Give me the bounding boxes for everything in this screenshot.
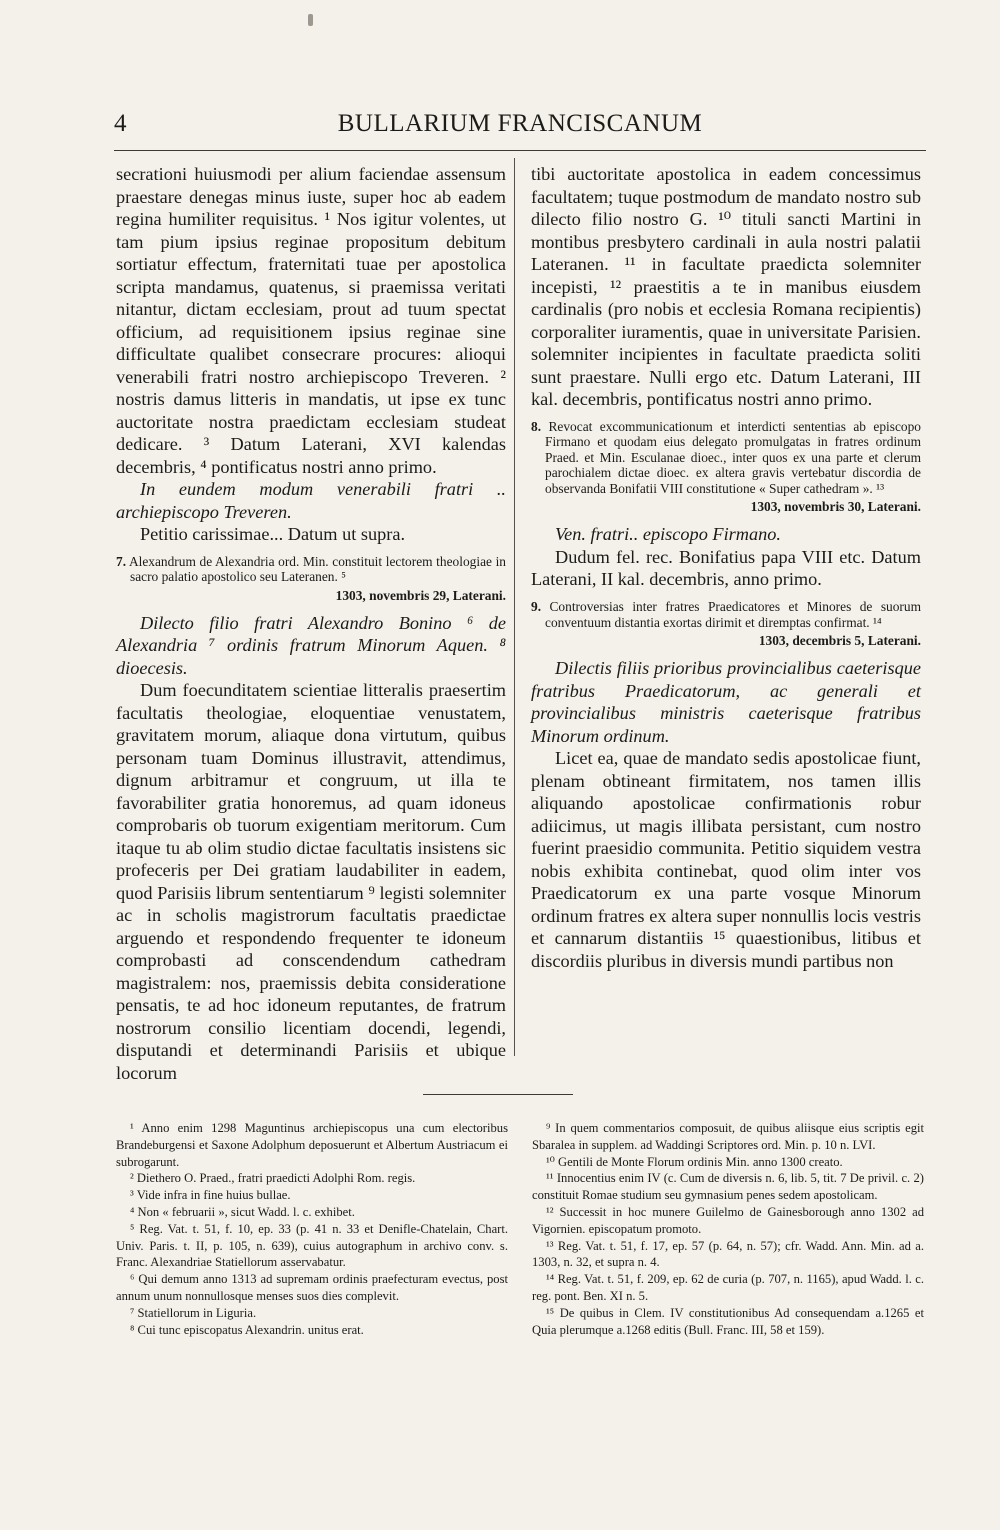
- footnote: ⁷ Statiellorum in Liguria.: [130, 1305, 257, 1320]
- footnote: ¹⁰ Gentili de Monte Florum ordinis Min. anno 1300 creato.: [546, 1154, 843, 1169]
- entry-9-number: 9.: [531, 598, 542, 614]
- entry-7-text: Dum foecunditatem scientiae litteralis praesertim facultatis theologiae, eloquentiae venustatem, gravitatem morum, aliaque dona virtutum, quibus personam tuam Dominus illustravit, attendimus, dignum arbitramur et congruum, ut illa te favorabiliter gratia honoremus, ad quam idoneus comprobaris ob tuorum exigentiam meritorum. Cum itaque tu ab olim studio dictae facultatis insistens sic profeceris per Dei gratiam laudabiliter in eadem, quod Parisiis librum sententiarum ⁹ legisti solemniter ac in scholis magistrorum facultatis praedictae arguendo et respondendo frequenter te idoneum comprobasti ad conscendendum cathedram magistralem: nos, praemissis debita consideratione pensatis, te ad hoc idoneum reputantes, de fratrum nostrorum consilio licentiam docendi, legendi, disputandi et determinandi Parisiis et ubique locorum: [116, 680, 506, 1083]
- footnote: ³ Vide infra in fine huius bullae.: [130, 1188, 291, 1203]
- entry-8-address: Ven. fratri.. episcopo Firmano.: [555, 524, 781, 545]
- footnote: ¹ Anno enim 1298 Maguntinus archiepiscopus una cum electoribus Brandeburgensi et Saxone Adolphum deposuerunt et Albertum Austriacum ei subrogarunt.: [116, 1121, 508, 1169]
- entry-9-text: Licet ea, quae de mandato sedis apostolicae fiunt, plenam obtineant firmitatem, nos tamen illis aliquando apostolicae confirmationis robur adiicimus, ut magis illibata persistant, cum nostro fuerint praesidio communita. Petitio siquidem vestra nobis exhibita continebat, quod olim inter vos Praedicatorum ex una parte vosque Minorum ordinum fratres ex altera super nonnullis locis vestris et cannarum distantiis ¹⁵ quaestionibus, litibus et discordiis pluribus in diversis mundi partibus non: [531, 748, 921, 971]
- in-eundem-address: In eundem modum venerabili fratri .. archiepiscopo Treveren.: [116, 479, 506, 522]
- entry-7-summary: [116, 554, 506, 585]
- continuation-paragraph: tibi auctoritate apostolica in eadem concessimus facultatem; tuque postmodum de mandato nostro sub dilecto filio nostro G. ¹⁰ tituli sancti Martini in montibus presbytero cardinali in aula nostri palatii Lateranen. ¹¹ in facultate praedicta solemniter incepisti, ¹² praestitis a te in manibus eiusdem cardinalis (pro nobis et ecclesia Romana recipientis) corporaliter iuramentis, quae in universitate Parisien. solemniter incipientes in facultate praedicta soliti sunt praestare. Nulli ergo etc. Datum Laterani, III kal. decembris, pontificatus nostri anno primo.: [531, 164, 921, 409]
- entry-8-date: 1303, novembris 30, Laterani.: [750, 499, 921, 515]
- footnote: ¹¹ Innocentius enim IV (c. Cum de diversis n. 6, lib. 5, tit. 7 De privil. c. 2) constituit Romae studium seu gymnasium penes sedem apostolicam.: [532, 1171, 924, 1203]
- opening-paragraph: secrationi huiusmodi per alium faciendae assensum praestare denegas minus iuste, super hoc ab eadem regina humiliter requisitus. ¹ Nos igitur volentes, ut tam pium ipsius reginae propositum debitum sortiatur effectum, fraternitati tuae per apostolica scripta mandamus, quatenus, si praemissa veritati nitantur, dictam ecclesiam, prout ad tuum spectat officium, ad requisitionem ipsius reginae sine difficultate qualibet consecrare procures: alioqui venerabili fratri nostro archiepiscopo Treveren. ² nostris damus litteris in mandatis, ut ipse ex tunc auctoritate nostra praedictam ecclesiam studeat dedicare. ³ Datum Laterani, XVI kalendas decembris, ⁴ pontificatus nostri anno primo.: [116, 164, 506, 477]
- petitio-line: Petitio carissimae... Datum ut supra.: [140, 524, 406, 544]
- entry-8-summary-text: Revocat excommunicationum et interdicti sententias ab episcopo Firmano et quodam eius delegato promulgatas in fratres ordinum Praed. et Min. Esculanae dioec., inter quos ex una parte et clerum parochialem dictae dioec. ex altera gravis vertebatur discordia de observanda Bonifatii VIII constitutione « Super cathedram ». ¹³: [545, 418, 921, 496]
- right-column: [531, 163, 921, 972]
- header-rule: [114, 150, 926, 151]
- column-divider: [514, 158, 515, 1056]
- footnotes-left: [116, 1120, 508, 1338]
- page-number: 4: [114, 110, 127, 137]
- entry-9-summary-text: Controversias inter fratres Praedicatores et Minores de suorum conventuum distantia exortas dirimit et diremptas confirmat. ¹⁴: [545, 598, 921, 630]
- running-title: BULLARIUM FRANCISCANUM: [337, 110, 703, 137]
- footnote: ¹⁵ De quibus in Clem. IV constitutionibus Ad consequendam a.1265 et Quia plerumque a.1268 editis (Bull. Franc. III, 58 et 159).: [532, 1305, 924, 1337]
- entry-9-date: 1303, decembris 5, Laterani.: [758, 633, 921, 649]
- footnote: ⁸ Cui tunc episcopatus Alexandrin. unitus erat.: [130, 1322, 364, 1337]
- entry-7-address: Dilecto filio fratri Alexandro Bonino ⁶ de Alexandria ⁷ ordinis fratrum Minorum Aquen. ⁸ dioecesis.: [116, 612, 506, 678]
- entry-9-summary: [531, 599, 921, 630]
- entry-7-summary-text: Alexandrum de Alexandria ord. Min. constituit lectorem theologiae in sacro palatio apostolico seu Lateranen. ⁵: [128, 553, 506, 585]
- footnote-rule: [423, 1094, 573, 1095]
- entry-8-summary: [531, 419, 921, 497]
- entry-7-number: 7.: [116, 553, 127, 569]
- footnote: ⁹ In quem commentarios composuit, de quibus aliisque eius scriptis egit Sbaralea in supplem. ad Waddingi Scriptores ord. Min. p. 10 n. LVI.: [532, 1121, 924, 1152]
- entry-9-address: Dilectis filiis prioribus provincialibus caeterisque fratribus Praedicatorum, ac generali et provincialibus ministris caeterisque fratribus Minorum ordinum.: [531, 658, 921, 746]
- footnote: ¹² Successit in hoc munere Guilelmo de Gainesborough anno 1302 ad Vigornien. episcopatum promoto.: [532, 1204, 924, 1236]
- footnotes-right: [532, 1120, 924, 1338]
- footnote: ⁵ Reg. Vat. t. 51, f. 10, ep. 33 (p. 41 n. 33 et Denifle-Chatelain, Chart. Univ. Paris. t. II, p. 105, n. 639), cuius autographum in archivo conv. s. Franc. Alexandriae Statiellorum asservabatur.: [116, 1221, 508, 1270]
- footnote: ¹⁴ Reg. Vat. t. 51, f. 209, ep. 62 de curia (p. 707, n. 1165), apud Wadd. l. c. reg. pont. Ben. XI n. 5.: [532, 1272, 924, 1303]
- entry-7-date: 1303, novembris 29, Laterani.: [335, 587, 506, 603]
- ink-mark: [308, 14, 313, 26]
- footnote: ¹³ Reg. Vat. t. 51, f. 17, ep. 57 (p. 64, n. 57); cfr. Wadd. Ann. Min. ad a. 1303, n. 32, et supra n. 4.: [532, 1238, 924, 1270]
- footnote: ² Diethero O. Praed., fratri praedicti Adolphi Rom. regis.: [130, 1171, 416, 1186]
- entry-8-text: Dudum fel. rec. Bonifatius papa VIII etc. Datum Laterani, II kal. decembris, anno primo.: [531, 546, 921, 590]
- entry-8-number: 8.: [531, 418, 542, 434]
- page-header: [114, 108, 926, 144]
- footnote: ⁶ Qui demum anno 1313 ad supremam ordinis praefecturam evectus, post annum unum nonnullosque menses suos dies complevit.: [116, 1272, 508, 1303]
- footnote: ⁴ Non « februarii », sicut Wadd. l. c. exhibet.: [130, 1204, 355, 1219]
- left-column: [116, 163, 506, 1084]
